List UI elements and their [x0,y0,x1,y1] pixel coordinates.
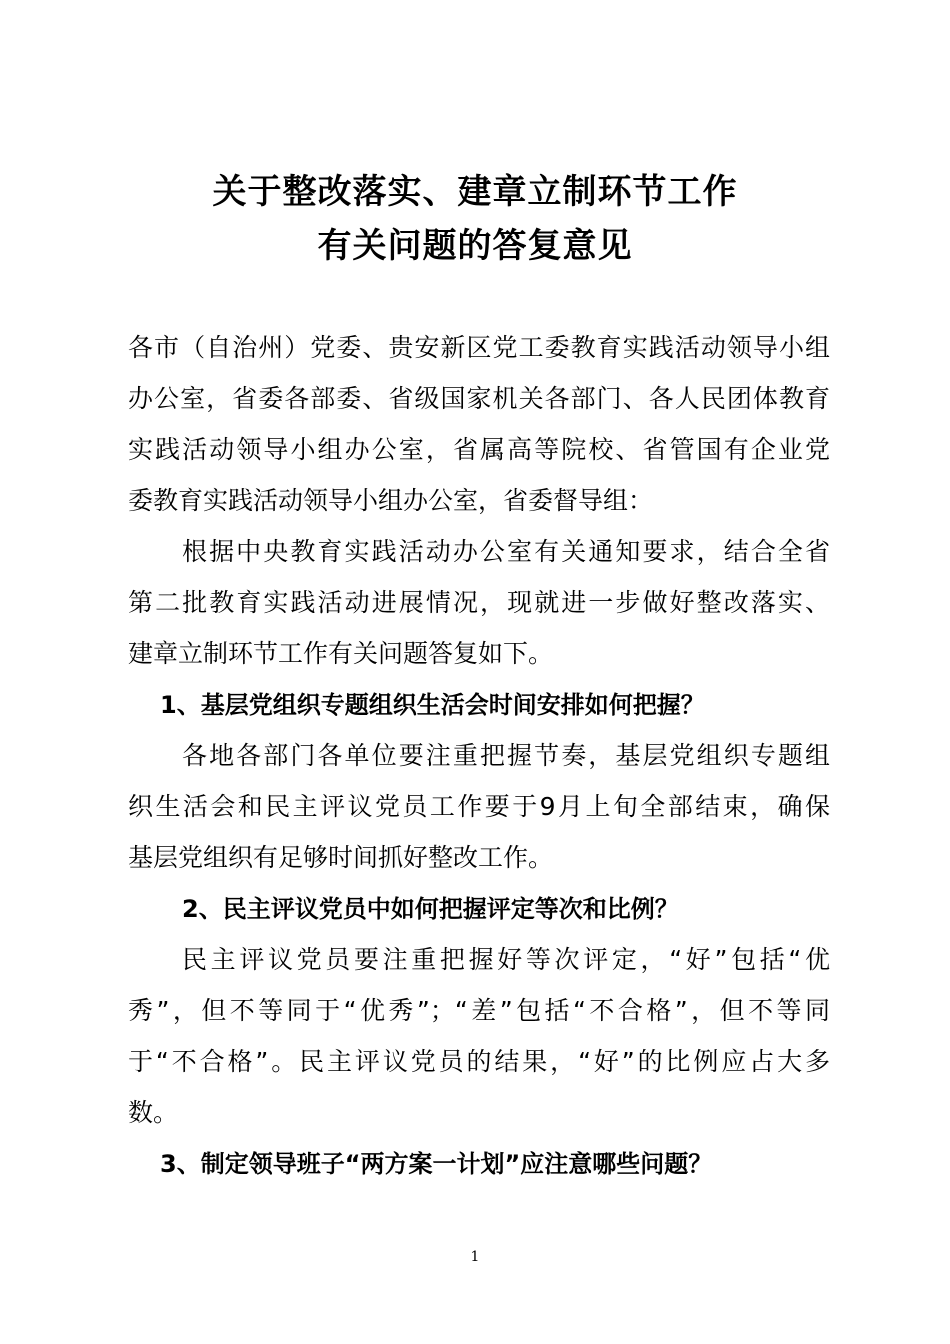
answer-2-line-3: 于“不合格”。民主评议党员的结果，“好”的比例应占大多 [128,1047,830,1076]
question-1-heading: 1、基层党组织专题组织生活会时间安排如何把握？ [160,691,705,719]
answer-1-line-3: 基层党组织有足够时间抓好整改工作。 [128,843,554,872]
intro-line-2: 第二批教育实践活动进展情况，现就进一步做好整改落实、 [128,588,830,617]
answer-2-line-1: 民主评议党员要注重把握好等次评定，“好”包括“优 [182,945,830,974]
addressee-line-1: 各市（自治州）党委、贵安新区党工委教育实践活动领导小组 [128,333,830,362]
answer-1-line-1: 各地各部门各单位要注重把握节奏，基层党组织专题组 [182,741,830,770]
page-number: 1 [470,1249,480,1265]
answer-1-line-2: 织生活会和民主评议党员工作要于9月上旬全部结束，确保 [128,792,830,821]
intro-line-1: 根据中央教育实践活动办公室有关通知要求，结合全省 [182,537,830,566]
question-3-heading: 3、制定领导班子“两方案一计划”应注意哪些问题？ [160,1150,713,1178]
intro-line-3: 建章立制环节工作有关问题答复如下。 [128,639,554,668]
document-title-line-1: 关于整改落实、建章立制环节工作 [212,172,738,212]
addressee-line-3: 实践活动领导小组办公室，省属高等院校、省管国有企业党 [128,435,830,464]
addressee-line-4: 委教育实践活动领导小组办公室，省委督导组： [128,486,654,515]
document-title-line-2: 有关问题的答复意见 [317,226,633,266]
addressee-line-2: 办公室，省委各部委、省级国家机关各部门、各人民团体教育 [128,384,830,413]
answer-2-line-4: 数。 [128,1098,179,1127]
answer-2-line-2: 秀”，但不等同于“优秀”；“差”包括“不合格”，但不等同 [128,996,830,1025]
question-2-heading: 2、民主评议党员中如何把握评定等次和比例？ [182,895,679,923]
